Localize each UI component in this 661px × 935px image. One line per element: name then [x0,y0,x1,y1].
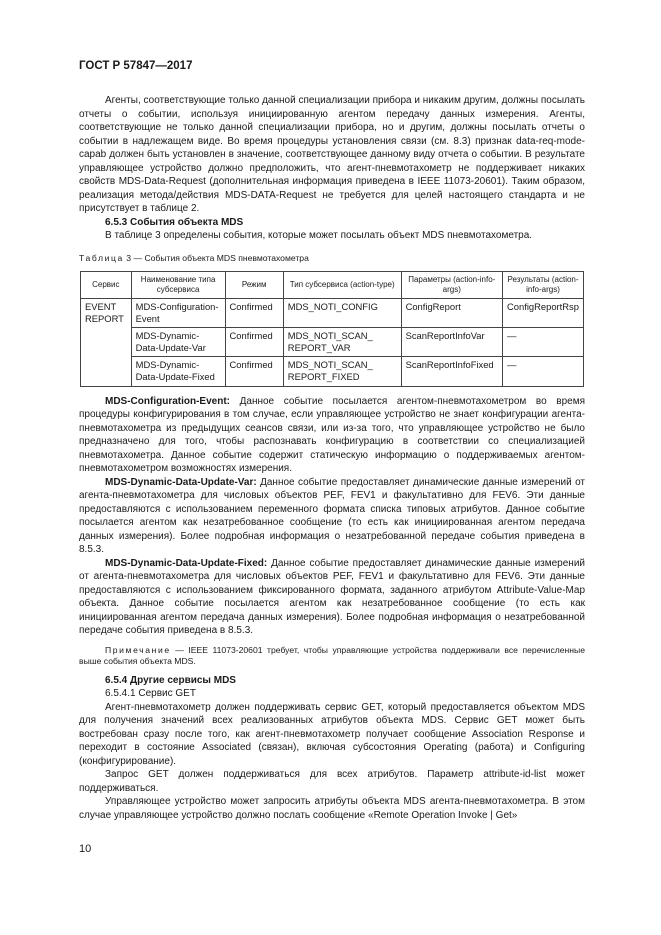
column-header-mode: Режим [225,272,283,299]
table-cell: MDS-Dynamic-Data-Update-Var [131,328,225,357]
paragraph-get-request: Запрос GET должен поддерживаться для всех атрибутов. Параметр attribute-id-list может поддерживаться. [79,769,585,794]
table-cell: MDS-Configuration-Event [131,299,225,328]
note-text: — IEEE 11073-20601 требует, чтобы управляющие устройства поддерживали все перечисленные выше события объекта MDS. [79,644,585,667]
table-caption-title: 3 — События объекта MDS пневмотахометра [123,252,309,263]
subsection-heading-6-5-4-1: 6.5.4.1 Сервис GET [105,688,196,700]
page-body [79,94,585,822]
table-caption-label: Таблица [79,252,124,263]
table-cell: ConfigReportRsp [503,299,584,328]
service-cell: EVENT REPORT [81,299,132,387]
paragraph-table-intro: В таблице 3 определены события, которые может посылать объект MDS пневмотахометра. [105,230,533,241]
table-row [81,328,584,357]
paragraph-dynamic-fixed [79,557,585,638]
section-heading-6-5-3: 6.5.3 События объекта MDS [105,216,244,228]
table-cell: MDS_NOTI_SCAN_ REPORT_VAR [283,328,401,357]
paragraph-config-event [79,395,585,476]
table-cell: Confirmed [225,357,283,386]
page-number: 10 [79,843,92,855]
table-cell: MDS_NOTI_SCAN_ REPORT_FIXED [283,357,401,386]
table-cell: — [503,328,584,357]
table-cell: Confirmed [225,328,283,357]
paragraph-get-service: Агент-пневмотахометр должен поддерживать сервис GET, который предоставляется объектом MDS для получения значений всех реализованных атрибутов объекта MDS. Сервис GET может быть востребован сразу после того, как агент-пневмотахометр получает сообщение Association Response и переходит в состояние Associated (связан), включая субсостояния Operating (работа) и Configuring (конфигурирование). [79,701,585,767]
note [79,645,585,668]
table-cell: — [503,357,584,386]
config-event-description: Данное событие посылается агентом-пневмотахометром во время процедуры конфигурирования в том случае, если управляющее устройство не знает конфигурации агента-пневмотахометра из предыдущих сеансов связи, или из-за того, что управляющее устройство не было предназначено для того, чтобы распознавать конфигурацию в соответствии со специализацией пневмотахометра. Данное событие содержит статическую информацию о поддерживаемых агентом-пневмотахометром возможностях измерения. [79,395,585,475]
column-header-subservice-name: Наименование типа субсервиса [131,272,225,299]
dynamic-var-description: Данное событие предоставляет динамические данные измерений от агента-пневмотахометра для числовых объектов PEF, FEV1 и факультативно для FEV6. Эти данные предоставляются с использованием переменного формата списка типовых атрибутов. Данное событие посылается агентом как незатребованное сообщение (то есть как инициированная агентом передача данных измерения). Более подробная информация о незатребованной передаче события приведена в 8.5.3. [79,476,585,556]
paragraph-dynamic-var [79,476,585,557]
table-cell: ConfigReport [401,299,502,328]
column-header-results: Результаты (action-info-args) [503,272,584,299]
paragraph-manager-request: Управляющее устройство может запросить атрибуты объекта MDS агента-пневмотахометра. В этом случае управляющее устройство должно послать сообщение «Remote Operation Invoke | Get» [79,796,585,821]
term-dynamic-fixed: MDS-Dynamic-Data-Update-Fixed: [105,557,268,569]
column-header-parameters: Параметры (action-info-args) [401,272,502,299]
column-header-action-type: Тип субсервиса (action-type) [283,272,401,299]
table-row [81,357,584,386]
table-cell: Confirmed [225,299,283,328]
note-label: Примечание [105,644,171,655]
table-cell: MDS-Dynamic-Data-Update-Fixed [131,357,225,386]
term-dynamic-var: MDS-Dynamic-Data-Update-Var: [105,476,257,488]
table-cell: MDS_NOTI_CONFIG [283,299,401,328]
table-caption [79,252,585,266]
table-cell: ScanReportInfoFixed [401,357,502,386]
dynamic-fixed-description: Данное событие предоставляет динамические данные измерений от агента-пневмотахометра для числовых объектов PEF, FEV1 и факультативно для FEV6. Эти данные предоставляются с использованием фиксированного формата, заданного атрибутом Attribute-Value-Map объекта. Данное событие посылается агентом как незатребованное сообщение (то есть как инициированная агентом передача данных измерения). Более подробная информация о незатребованной передаче события приведена в 8.5.3. [79,557,585,637]
table-header-row [81,272,584,299]
table-cell: ScanReportInfoVar [401,328,502,357]
term-config-event: MDS-Configuration-Event: [105,395,230,407]
section-heading-6-5-4: 6.5.4 Другие сервисы MDS [105,674,236,686]
paragraph-agents: Агенты, соответствующие только данной специализации прибора и никаким другим, должны посылать отчеты о событии, используя инициированную агентом передачу данных измерения. Агенты, соответствующие не только данной специализации прибора, но и другим, должны посылать отчеты о событии в надлежащем виде. Во время процедуры установления связи (см. 8.3) признак data-req-mode-capab должен быть установлен в значение, соответствующее данному виду отчета о событии. В результате управляющее устройство должно предположить, что агент-пневмотахометр не поддерживает никаких свойств MDS-Data-Request (дополнительная информация приведена в IEEE 11073-20601). Таким образом, реализация метода/действия MDS-DATA-Request не требуется для целей настоящего стандарта и не присутствует в таблице 2. [79,95,585,214]
table-row [81,299,584,328]
events-table [80,271,584,387]
document-header: ГОСТ Р 57847—2017 [79,60,193,72]
column-header-service: Сервис [81,272,132,299]
